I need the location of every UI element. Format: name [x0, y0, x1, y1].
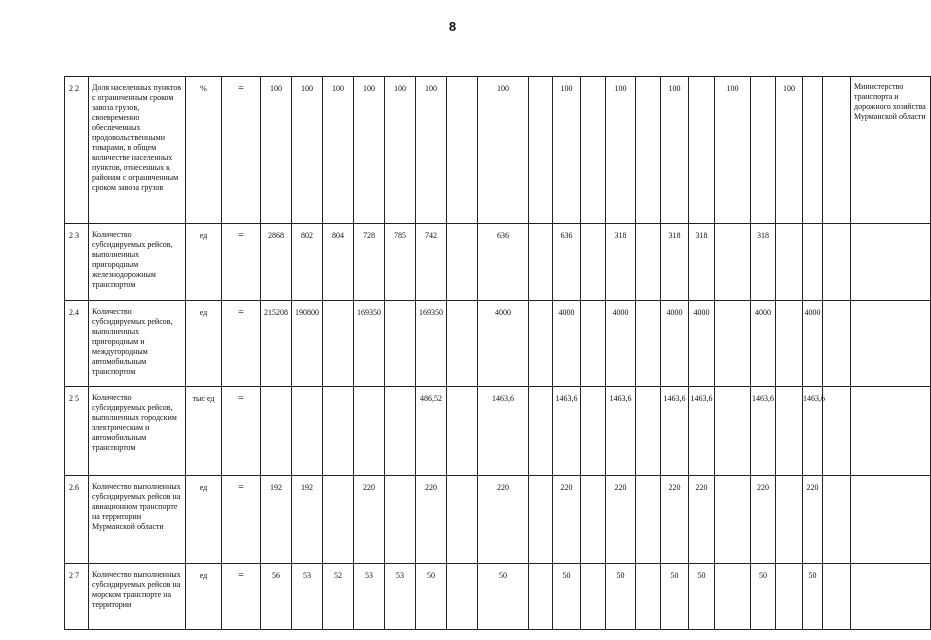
- trend-sign: =: [222, 77, 261, 224]
- indicator-name: Количество субсидируемых рейсов, выполненных городским электрическим и автомобильным транспортом: [89, 387, 186, 476]
- row-number: 2 3: [65, 224, 89, 301]
- value-cell: 220: [661, 476, 689, 564]
- value-cell: 4000: [689, 301, 715, 387]
- value-cell: 53: [385, 564, 416, 630]
- value-cell: [776, 224, 803, 301]
- value-cell: 802: [292, 224, 323, 301]
- value-cell: 1463,6: [751, 387, 776, 476]
- indicator-name: Количество субсидируемых рейсов, выполненных пригородным и междугородным автомобильным транспортом: [89, 301, 186, 387]
- value-cell: [529, 77, 553, 224]
- value-cell: [385, 476, 416, 564]
- value-cell: [636, 476, 661, 564]
- value-cell: [823, 301, 851, 387]
- value-cell: 220: [478, 476, 529, 564]
- responsible-cell: [851, 301, 931, 387]
- value-cell: [354, 387, 385, 476]
- trend-sign: =: [222, 476, 261, 564]
- value-cell: [636, 387, 661, 476]
- table-row: [65, 224, 931, 301]
- row-number: 2 7: [65, 564, 89, 630]
- value-cell: [751, 77, 776, 224]
- value-cell: 318: [606, 224, 636, 301]
- value-cell: [636, 564, 661, 630]
- value-cell: [529, 564, 553, 630]
- responsible-cell: [851, 476, 931, 564]
- value-cell: 100: [606, 77, 636, 224]
- value-cell: [803, 77, 823, 224]
- value-cell: 1463,6: [689, 387, 715, 476]
- value-cell: 220: [606, 476, 636, 564]
- indicator-name: Количество выполненных субсидируемых рейсов на авиационном транспорте на территории Мурманской области: [89, 476, 186, 564]
- value-cell: 50: [803, 564, 823, 630]
- value-cell: 50: [606, 564, 636, 630]
- value-cell: [581, 564, 606, 630]
- value-cell: 4000: [606, 301, 636, 387]
- value-cell: 486,52: [416, 387, 447, 476]
- value-cell: [529, 224, 553, 301]
- value-cell: [776, 387, 803, 476]
- row-number: 2.6: [65, 476, 89, 564]
- unit-cell: ед: [186, 564, 222, 630]
- value-cell: [715, 301, 751, 387]
- indicator-name: Количество выполненных субсидируемых рейсов на морском транспорте на территории: [89, 564, 186, 630]
- value-cell: [447, 476, 478, 564]
- value-cell: 100: [776, 77, 803, 224]
- value-cell: [581, 224, 606, 301]
- row-number: 2 5: [65, 387, 89, 476]
- value-cell: [323, 387, 354, 476]
- value-cell: [447, 224, 478, 301]
- trend-sign: =: [222, 387, 261, 476]
- value-cell: [715, 476, 751, 564]
- trend-sign: =: [222, 224, 261, 301]
- unit-cell: тыс ед: [186, 387, 222, 476]
- value-cell: [823, 224, 851, 301]
- value-cell: 56: [261, 564, 292, 630]
- unit-cell: %: [186, 77, 222, 224]
- value-cell: 100: [385, 77, 416, 224]
- value-cell: 169350: [416, 301, 447, 387]
- value-cell: 742: [416, 224, 447, 301]
- value-cell: 215208: [261, 301, 292, 387]
- page-number: 8: [448, 19, 457, 34]
- value-cell: [447, 77, 478, 224]
- value-cell: [581, 301, 606, 387]
- indicators-table: [64, 76, 931, 630]
- value-cell: 318: [661, 224, 689, 301]
- value-cell: [385, 387, 416, 476]
- value-cell: 100: [354, 77, 385, 224]
- value-cell: [529, 387, 553, 476]
- value-cell: [581, 77, 606, 224]
- row-number: 2.4: [65, 301, 89, 387]
- value-cell: [636, 301, 661, 387]
- value-cell: [689, 77, 715, 224]
- value-cell: 100: [661, 77, 689, 224]
- value-cell: 1463,6: [478, 387, 529, 476]
- value-cell: 1463,6: [803, 387, 823, 476]
- responsible-cell: Министерство транспорта и дорожного хозяйства Мурманской области: [851, 77, 931, 224]
- unit-cell: ед: [186, 224, 222, 301]
- value-cell: 4000: [553, 301, 581, 387]
- value-cell: 100: [261, 77, 292, 224]
- value-cell: 804: [323, 224, 354, 301]
- value-cell: [529, 301, 553, 387]
- value-cell: 100: [478, 77, 529, 224]
- value-cell: [823, 387, 851, 476]
- value-cell: 169350: [354, 301, 385, 387]
- value-cell: [715, 564, 751, 630]
- value-cell: 192: [292, 476, 323, 564]
- responsible-cell: [851, 564, 931, 630]
- value-cell: 220: [354, 476, 385, 564]
- value-cell: 53: [354, 564, 385, 630]
- value-cell: 4000: [751, 301, 776, 387]
- value-cell: 220: [553, 476, 581, 564]
- indicator-name: Количество субсидируемых рейсов, выполненных пригородным железнодорожным транспортом: [89, 224, 186, 301]
- value-cell: 728: [354, 224, 385, 301]
- table-row: [65, 387, 931, 476]
- value-cell: 52: [323, 564, 354, 630]
- table-row: [65, 476, 931, 564]
- value-cell: [823, 77, 851, 224]
- value-cell: 190800: [292, 301, 323, 387]
- value-cell: [715, 224, 751, 301]
- value-cell: [261, 387, 292, 476]
- value-cell: [447, 387, 478, 476]
- value-cell: 50: [478, 564, 529, 630]
- value-cell: 636: [478, 224, 529, 301]
- value-cell: 100: [416, 77, 447, 224]
- value-cell: [823, 476, 851, 564]
- table-row: [65, 77, 931, 224]
- value-cell: [447, 301, 478, 387]
- value-cell: 50: [689, 564, 715, 630]
- value-cell: 4000: [661, 301, 689, 387]
- value-cell: [715, 387, 751, 476]
- value-cell: [776, 301, 803, 387]
- value-cell: 1463,6: [606, 387, 636, 476]
- value-cell: [636, 77, 661, 224]
- value-cell: 2868: [261, 224, 292, 301]
- value-cell: 1463,6: [661, 387, 689, 476]
- value-cell: 50: [416, 564, 447, 630]
- value-cell: 100: [553, 77, 581, 224]
- value-cell: [581, 476, 606, 564]
- value-cell: [581, 387, 606, 476]
- responsible-cell: [851, 224, 931, 301]
- value-cell: [385, 301, 416, 387]
- unit-cell: ед: [186, 476, 222, 564]
- value-cell: [636, 224, 661, 301]
- value-cell: [823, 564, 851, 630]
- value-cell: 1463,6: [553, 387, 581, 476]
- value-cell: 192: [261, 476, 292, 564]
- value-cell: 50: [661, 564, 689, 630]
- value-cell: 318: [689, 224, 715, 301]
- value-cell: [323, 301, 354, 387]
- trend-sign: =: [222, 564, 261, 630]
- value-cell: 220: [689, 476, 715, 564]
- value-cell: [447, 564, 478, 630]
- value-cell: 785: [385, 224, 416, 301]
- value-cell: [292, 387, 323, 476]
- value-cell: 318: [751, 224, 776, 301]
- table-row: [65, 564, 931, 630]
- value-cell: 50: [751, 564, 776, 630]
- value-cell: [803, 224, 823, 301]
- value-cell: 53: [292, 564, 323, 630]
- trend-sign: =: [222, 301, 261, 387]
- indicator-name: Доля населенных пунктов с ограниченным сроком завоза грузов, своевременно обеспеченных продовольственными товарами, в общем количестве населенных пунктов, отнесенных к районам с ограниченным сроком завоза грузов: [89, 77, 186, 224]
- table-row: [65, 301, 931, 387]
- value-cell: 100: [323, 77, 354, 224]
- value-cell: [529, 476, 553, 564]
- value-cell: 220: [416, 476, 447, 564]
- value-cell: 50: [553, 564, 581, 630]
- row-number: 2 2: [65, 77, 89, 224]
- value-cell: 636: [553, 224, 581, 301]
- value-cell: [323, 476, 354, 564]
- unit-cell: ед: [186, 301, 222, 387]
- value-cell: 100: [715, 77, 751, 224]
- value-cell: [776, 564, 803, 630]
- value-cell: 220: [803, 476, 823, 564]
- value-cell: [776, 476, 803, 564]
- value-cell: 4000: [803, 301, 823, 387]
- value-cell: 220: [751, 476, 776, 564]
- responsible-cell: [851, 387, 931, 476]
- value-cell: 100: [292, 77, 323, 224]
- value-cell: 4000: [478, 301, 529, 387]
